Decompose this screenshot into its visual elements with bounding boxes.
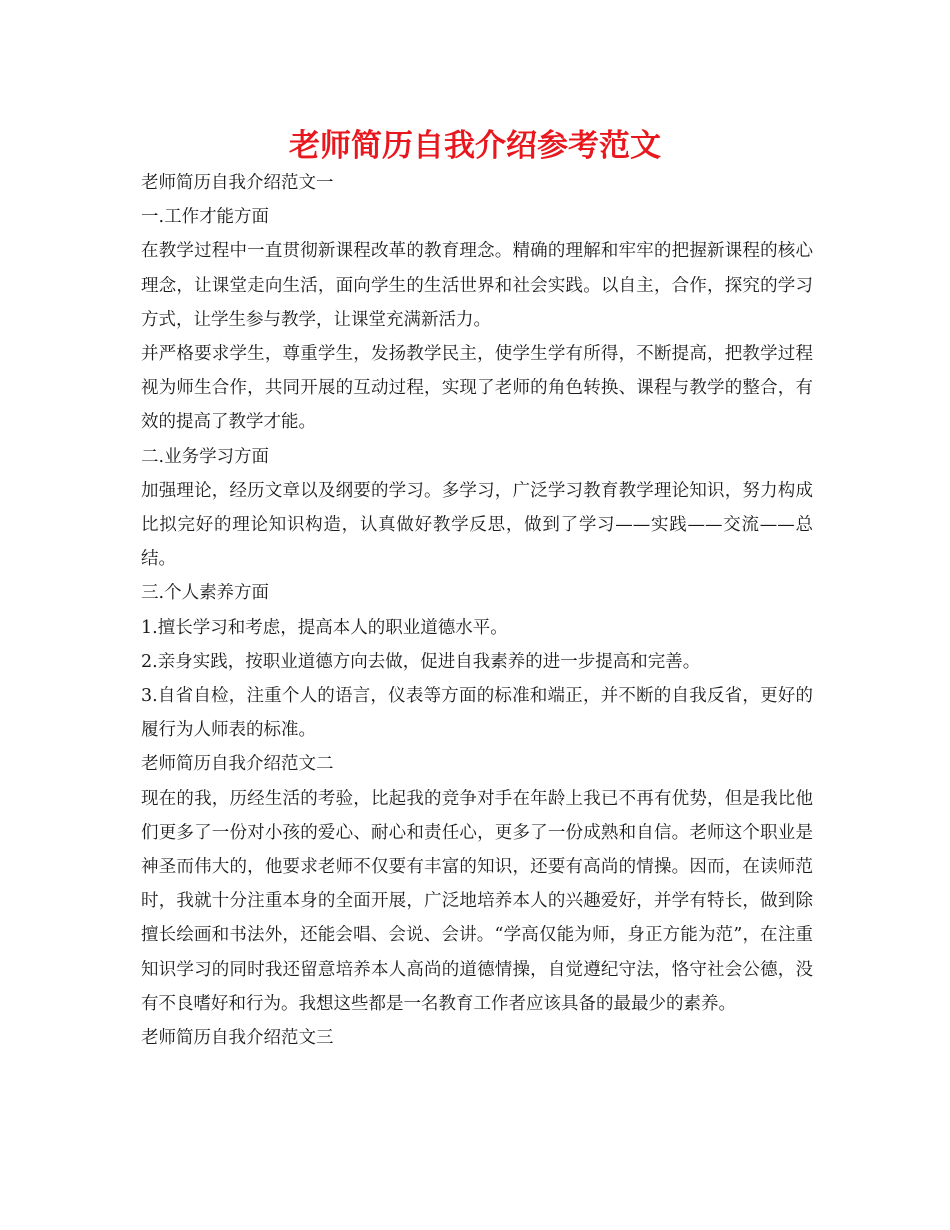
list-item: 3.自省自检，注重个人的语言，仪表等方面的标准和端正，并不断的自我反省，更好的履行为人师表的标准。 [141,686,813,741]
list-item: 1.擅长学习和考虑，提高本人的职业道德水平。 [141,617,508,638]
document-body [141,166,813,1055]
section-heading-3: 老师简历自我介绍范文三 [141,1028,334,1049]
subheading-work-ability: 一.工作才能方面 [141,207,270,228]
section-heading-1: 老师简历自我介绍范文一 [141,173,334,193]
paragraph: 加强理论，经历文章以及纲要的学习。多学习，广泛学习教育教学理论知识，努力构成比拟完好的理论知识构造，认真做好教学反思，做到了学习——实践——交流——总结。 [141,480,813,570]
document-title: 老师简历自我介绍参考范文 [289,128,661,164]
paragraph: 并严格要求学生，尊重学生，发扬教学民主，使学生学有所得，不断提高，把教学过程视为师生合作，共同开展的互动过程，实现了老师的角色转换、课程与教学的整合，有效的提高了教学才能。 [141,344,813,433]
subheading-personal-quality: 三.个人素养方面 [141,583,270,604]
paragraph: 在教学过程中一直贯彻新课程改革的教育理念。精确的理解和牢牢的把握新课程的核心理念，让课堂走向生活，面向学生的生活世界和社会实践。以自主，合作，探究的学习方式，让学生参与教学，让课堂充满新活力。 [141,241,813,330]
paragraph: 现在的我，历经生活的考验，比起我的竞争对手在年龄上我已不再有优势，但是我比他们更多了一份对小孩的爱心、耐心和责任心，更多了一份成熟和自信。老师这个职业是神圣而伟大的，他要求老师不仅要有丰富的知识，还要有高尚的情操。因而，在读师范时，我就十分注重本身的全面开展，广泛地培养本人的兴趣爱好，并学有特长，做到除擅长绘画和书法外，还能会唱、会说、会讲。“学高仅能为师，身正方能为范”，在注重知识学习的同时我还留意培养本人高尚的道德情操，自觉遵纪守法，恪守社会公德，没有不良嗜好和行为。我想这些都是一名教育工作者应该具备的最最少的素养。 [141,788,813,1014]
list-item: 2.亲身实践，按职业道德方向去做，促进自我素养的进一步提高和完善。 [141,651,701,672]
subheading-business-study: 二.业务学习方面 [141,446,270,467]
section-heading-2: 老师简历自我介绍范文二 [141,754,334,775]
